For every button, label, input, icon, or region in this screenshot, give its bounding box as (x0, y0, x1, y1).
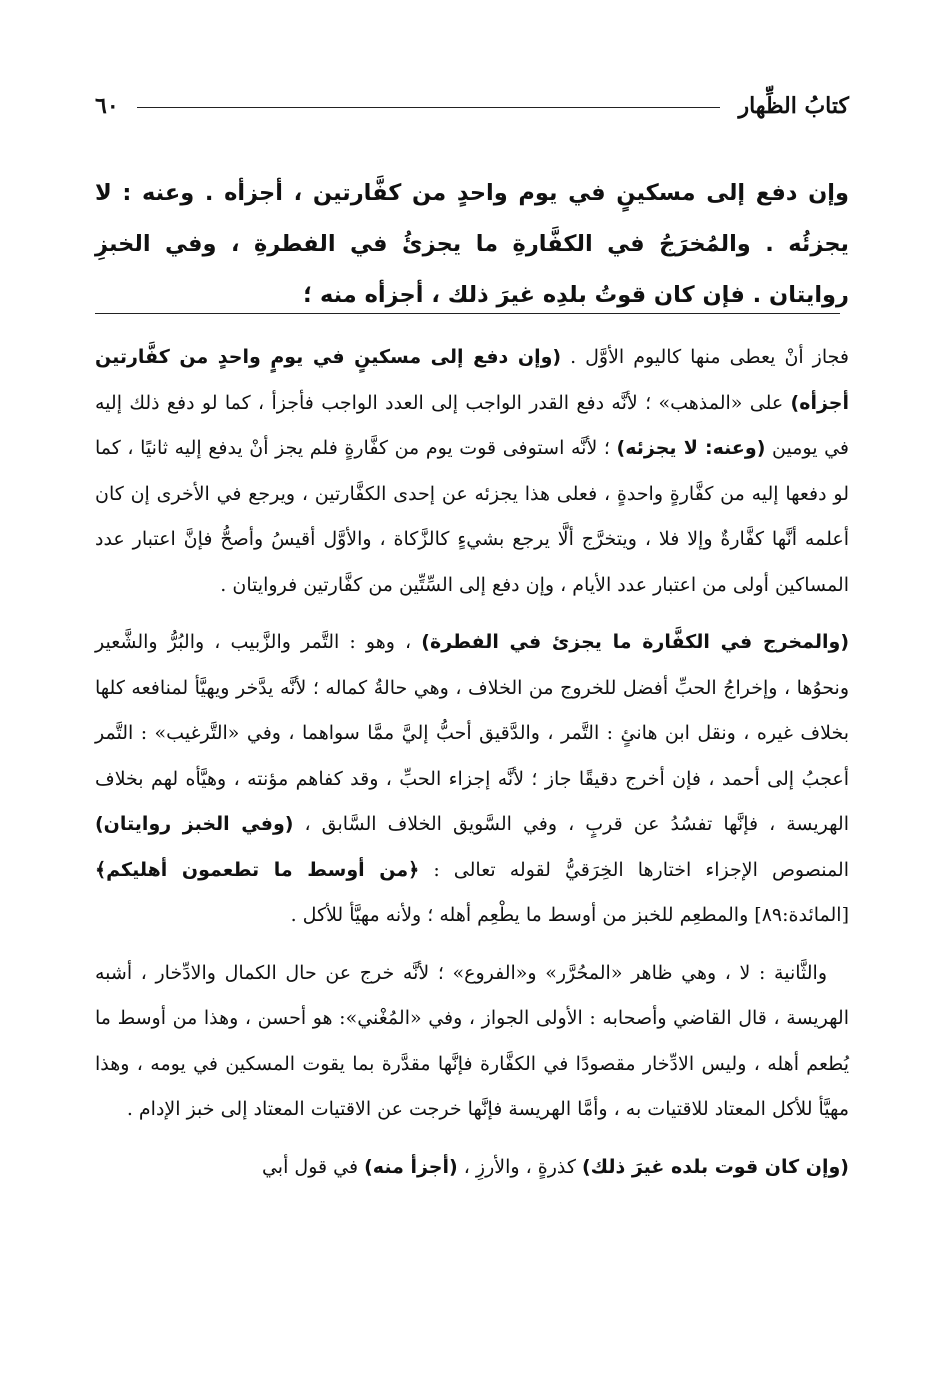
text-segment: فجاز أنْ يعطى منها كاليوم الأوَّل . (561, 346, 849, 368)
text-segment: المنصوص الإجزاء اختارها الخِرَقيُّ لقوله تعالى : (419, 858, 849, 881)
matn-text: وإن دفع إلى مسكينٍ في يوم واحدٍ من كفَّارتين ، أجزأه . وعنه : لا يجزئُه . والمُخرَجُ في الكفَّارةِ ما يجزئُ في الفطرةِ ، وفي الخبزِ روايتان . فإن كان قوتُ بلدِه غيرَ ذلك ، أجزأه منه ؛ (95, 180, 849, 308)
quran-verse: ﴿من أوسط ما تطعمون أهليكم﴾ (95, 858, 420, 881)
text-segment: والثَّانية : لا ، وهي ظاهر «المحُرَّر» و«الفروع» ؛ لأنَّه خرج عن حال الكمال والادِّخار ، أشبه الهريسة ، قال القاضي وأصحابه : الأولى الجواز ، وفي «المُغْني»: هو أحسن ، وهذا من أوسط ما يُطعم أهله ، وليس الادِّخار مقصودًا في الكفَّارة فإنَّها مقدَّرة بما يقوت المسكين في يومه ، وهذا مهيَّأ للأكل المعتاد للاقتيات به ، وأمَّا الهريسة فإنَّها خرجت عن الاقتيات المعتاد إلى خبز الإدام . (95, 961, 849, 1120)
quoted-matn: (وإن دفع إلى مسكينٍ في يومٍ واحدٍ من كفَّارتين أجزأه) (95, 346, 849, 414)
quoted-matn: (أجزأ منه) (364, 1155, 458, 1178)
page-number: ٦٠ (95, 93, 119, 119)
text-segment: كذرةٍ ، والأرزِ ، (457, 1155, 582, 1178)
header-rule (137, 107, 721, 108)
quoted-matn: (وإن كان قوت بلده غيرَ ذلك) (581, 1155, 849, 1178)
book-title: كتابُ الظِّهار (738, 93, 849, 119)
text-segment: [المائدة:٨٩] والمطعِم للخبز من أوسط ما يطْعِم أهله ؛ ولأنه مهيَّأ للأكل . (290, 904, 849, 926)
section-divider (95, 313, 840, 314)
commentary (95, 335, 849, 1190)
text-segment: في قول أبي (261, 1155, 365, 1178)
text-segment: ، وهو : التَّمر والزَّبيب ، والبُرُّ والشَّعير ونحوُها ، وإخراجُ الحبِّ أفضل للخروج من الخلاف ، وهي حالةُ كماله ؛ لأنَّه يدَّخر ويهيَّأ لمنافعه كلها بخلاف غيره ، ونقل ابن هانئٍ : التَّمر ، والدَّقيق أحبُّ إليَّ ممَّا سواهما ، وفي «التَّرغيب» : التَّمر أعجبُ إلى أحمد ، فإن أخرج دقيقًا جاز ؛ لأنَّه إجزاء الحبِّ ، وقد كفاهم مؤنته ، وهيَّأه لهم بخلاف الهريسة ، فإنَّها تفسُدُ عن قربٍ ، وفي السَّويق الخلاف السَّابق ، (95, 631, 849, 835)
quoted-matn: (والمخرج في الكفَّارة ما يجزئ في الفطرة) (421, 631, 849, 653)
quoted-matn: (وفي الخبز روايتان) (95, 813, 294, 835)
quoted-matn: (وعنه: لا يجزئه) (616, 437, 766, 459)
text-segment: ؛ لأنَّه استوفى قوت يوم من كفَّارةٍ فلم يجز أنْ يدفع إليه ثانيًا ، كما لو دفعها إليه من كفَّارةٍ واحدةٍ ، فعلى هذا يجزئه عن إحدى الكفَّارتين ، ويرجع في الأخرى إن كان أعلمه أنَّها كفَّارةٌ وإلا فلا ، ويتخرَّج ألَّا يرجع بشيءٍ كالزَّكاة ، والأوَّل أقيسُ وأصحُّ فإنَّ اعتبار عدد المساكين أولى من اعتبار عدد الأيام ، وإن دفع إلى السِّتِّين من كفَّارتين فروايتان . (95, 437, 849, 596)
commentary-paragraph-1 (95, 335, 849, 608)
page-header (95, 84, 849, 128)
commentary-paragraph-3 (95, 951, 849, 1133)
commentary-paragraph-2 (95, 620, 849, 939)
commentary-paragraph-4 (95, 1145, 849, 1191)
text-segment: على «المذهب» ؛ لأنَّه دفع القدر الواجب إلى العدد الواجب فأجزأ ، كما لو دفع ذلك إليه في يومين (95, 391, 850, 459)
